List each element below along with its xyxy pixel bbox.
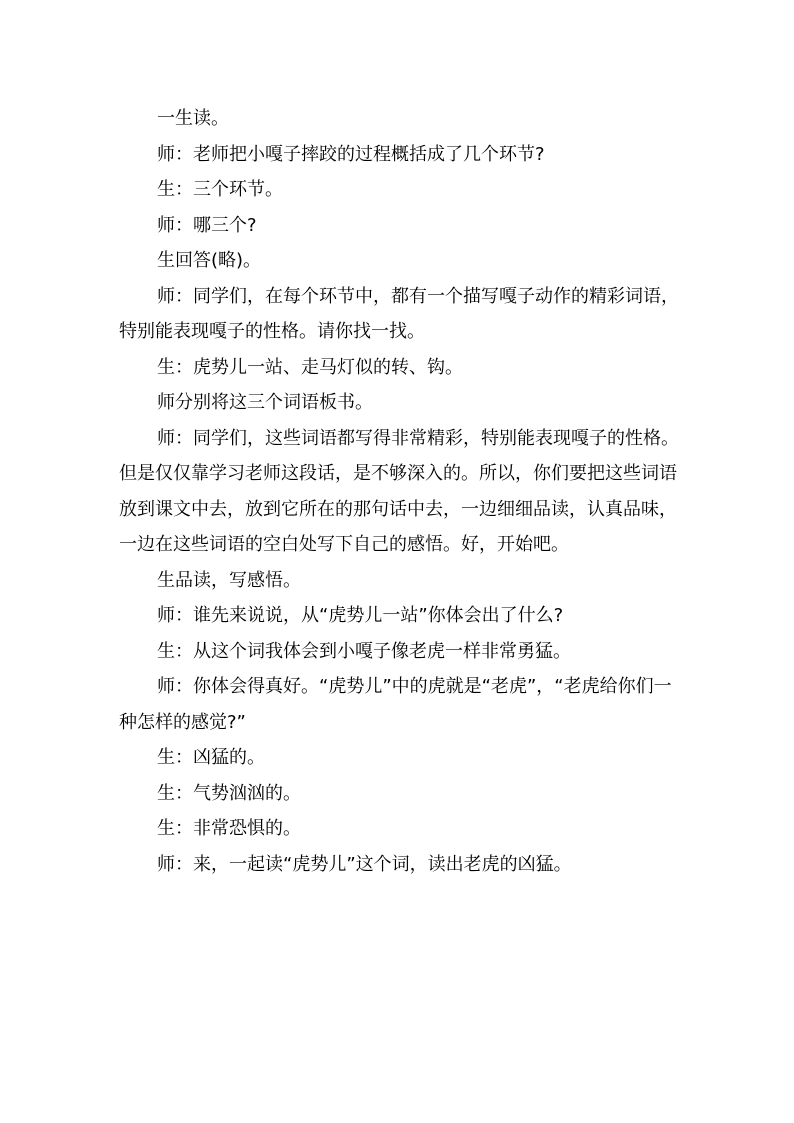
paragraph-11: 师：谁先来说说，从“虎势儿一站”你体会出了什么?: [157, 605, 564, 626]
paragraph-4: 师：哪三个?: [157, 214, 257, 236]
paragraph-5: 生回答(略)。: [157, 250, 262, 271]
paragraph-7: 生：虎势儿一站、走马灯似的转、钩。: [157, 356, 463, 378]
paragraph-9: 师：同学们，这些词语都写得非常精彩，特别能表现嘎子的性格。但是仅仅靠学习老师这段话，是不够深入的。所以，你们要把这些词语放到课文中去，放到它所在的那句话中去，一边细细品读，认真品味，一边在这些词语的空白处写下自己的感悟。好，开始吧。: [119, 427, 679, 555]
paragraph-16: 生：非常恐惧的。: [157, 818, 301, 839]
paragraph-15: 生：气势汹汹的。: [157, 782, 301, 804]
paragraph-13: 师：你体会得真好。“虎势儿”中的虎就是“老虎”，“老虎给你们一种怎样的感觉?”: [119, 676, 672, 733]
paragraph-8: 师分别将这三个词语板书。: [157, 392, 373, 413]
paragraph-12: 生：从这个词我体会到小嘎子像老虎一样非常勇猛。: [157, 640, 571, 662]
paragraph-10: 生品读，写感悟。: [157, 569, 301, 591]
paragraph-3: 生：三个环节。: [157, 179, 283, 200]
paragraph-2: 师：老师把小嘎子摔跤的过程概括成了几个环节?: [157, 143, 545, 165]
paragraph-17: 师：来，一起读“虎势儿”这个词，读出老虎的凶猛。: [157, 853, 572, 875]
paragraph-1: 一生读。: [157, 108, 229, 129]
document-body: [119, 101, 679, 882]
paragraph-6: 师：同学们，在每个环节中，都有一个描写嘎子动作的精彩词语，特别能表现嘎子的性格。请你找一找。: [119, 285, 679, 342]
paragraph-14: 生：凶猛的。: [157, 747, 265, 768]
